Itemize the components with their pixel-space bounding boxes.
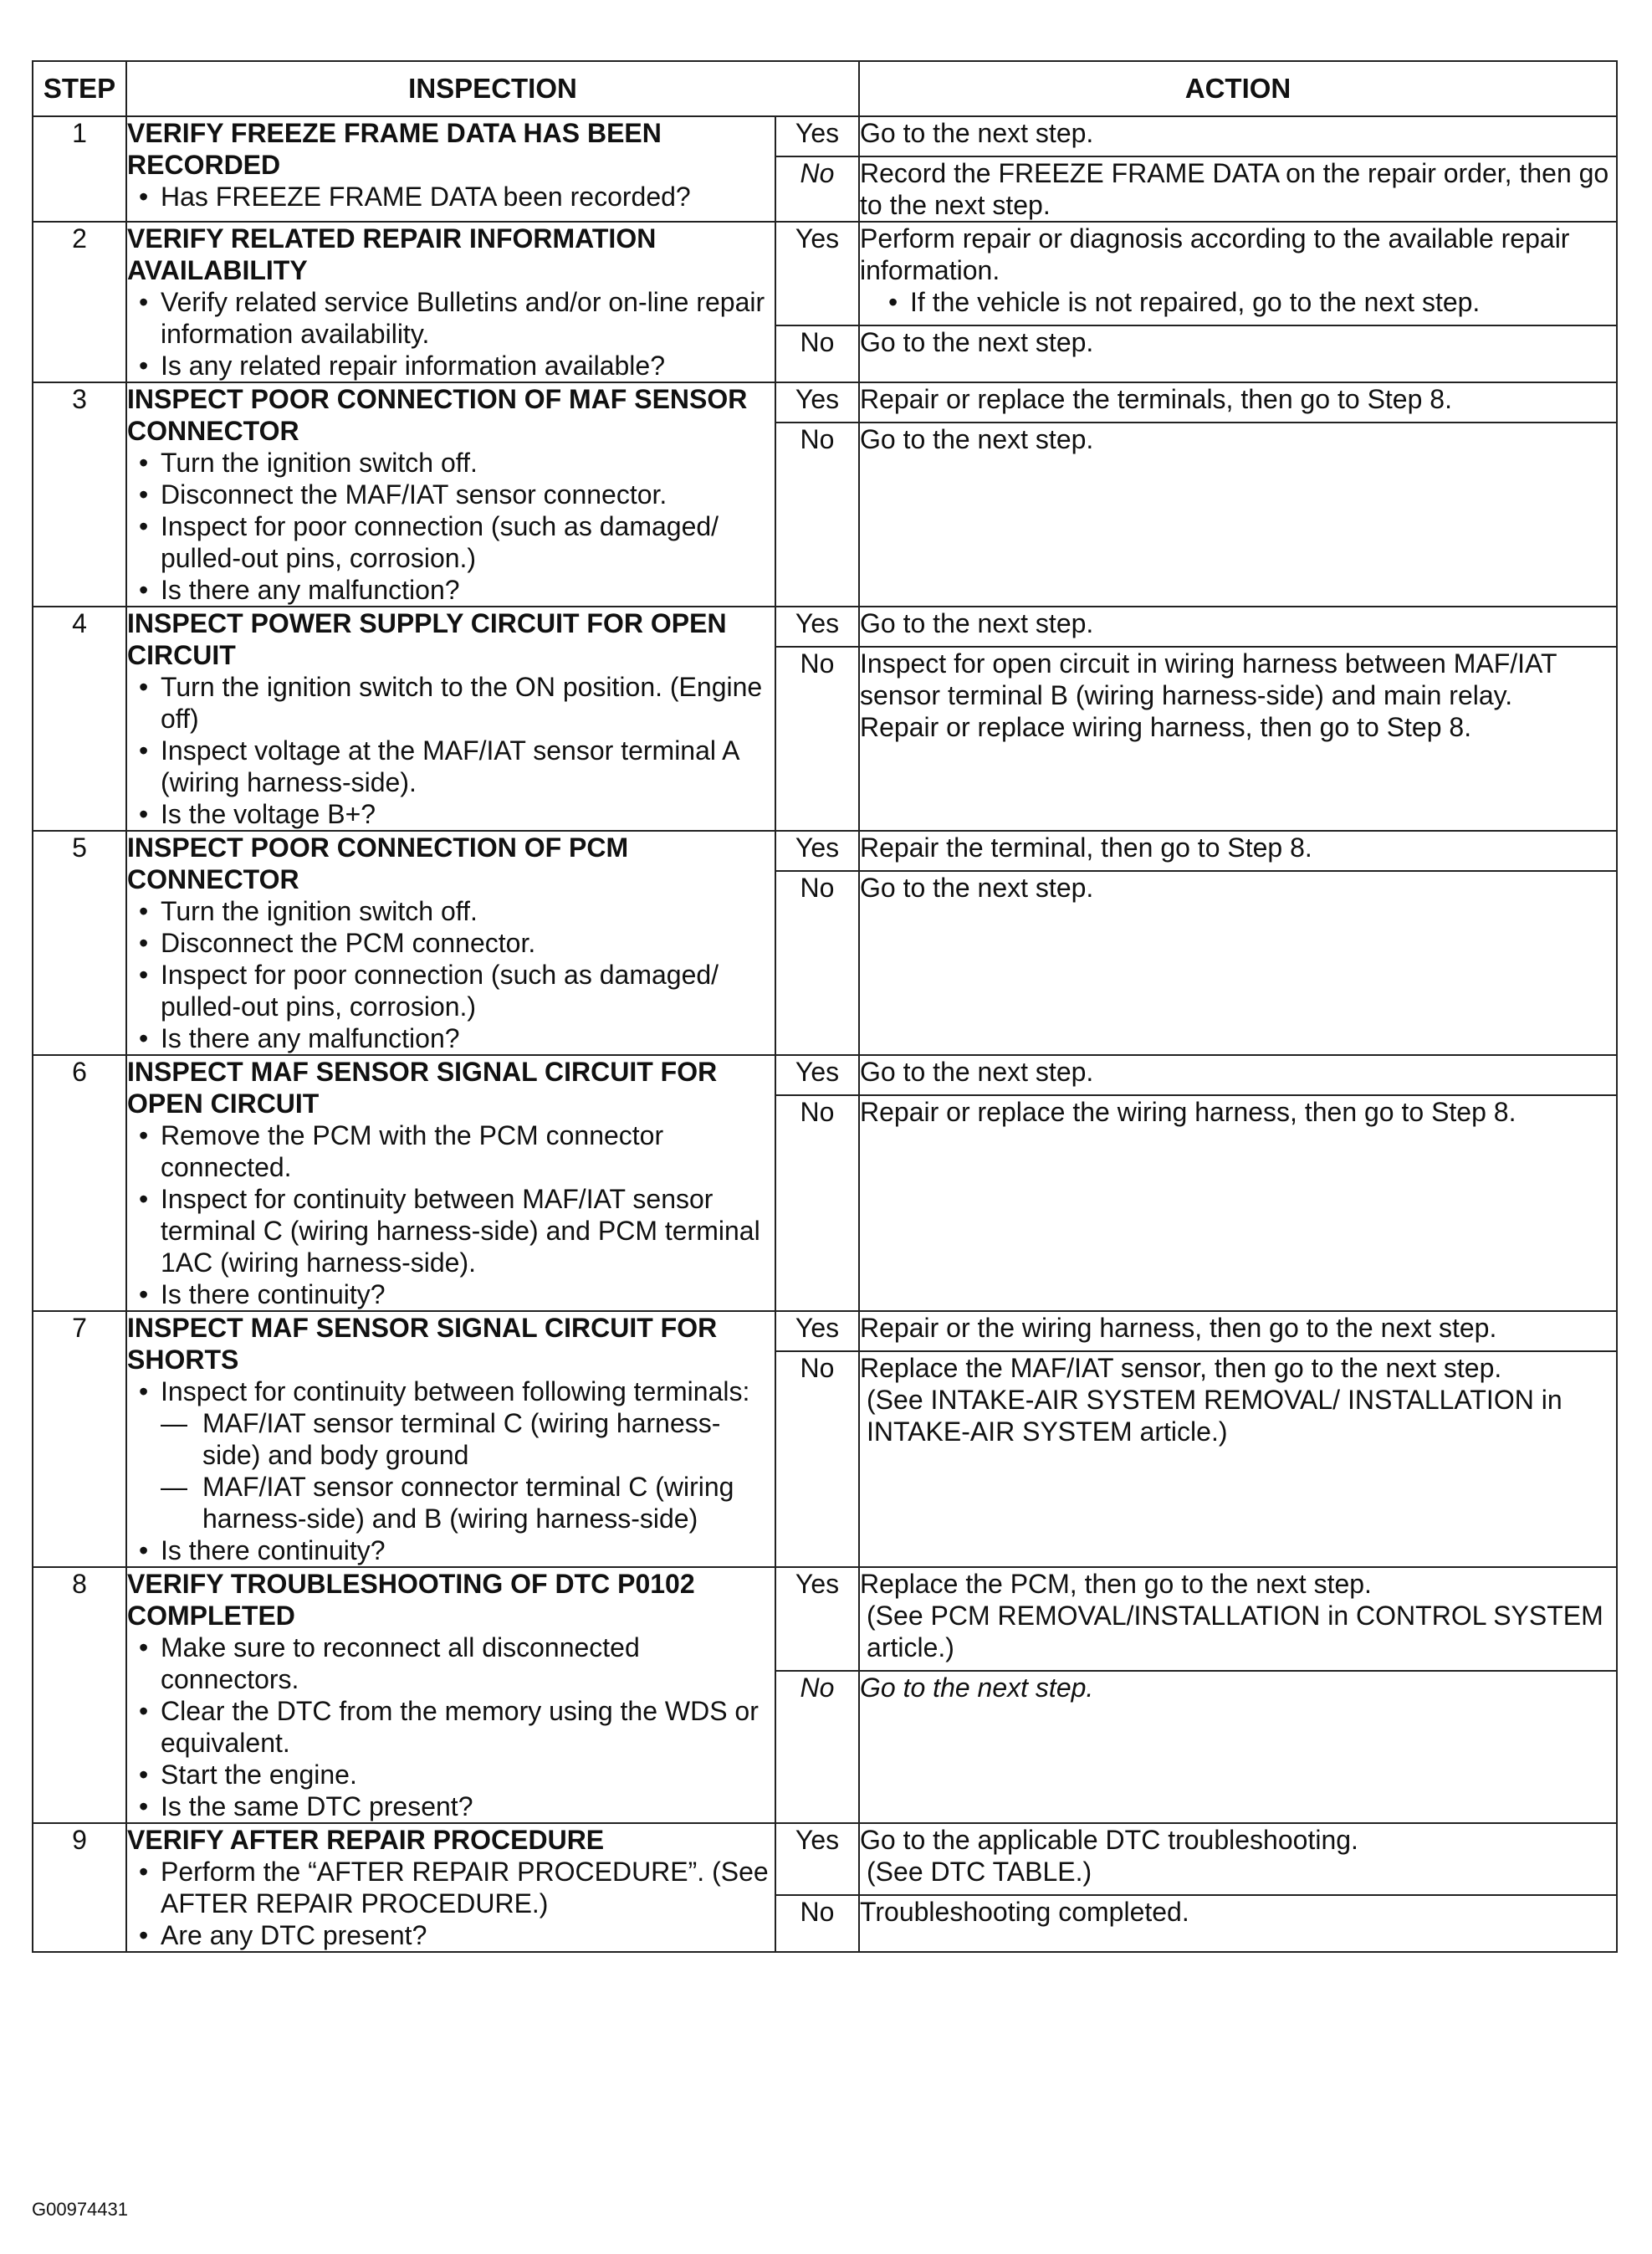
- step-7-yes-row: [33, 1311, 1617, 1351]
- yes-action: Go to the next step.: [859, 116, 1617, 156]
- yes-label: Yes: [775, 1823, 859, 1895]
- yes-label: Yes: [775, 382, 859, 423]
- no-label: No: [775, 423, 859, 607]
- yes-label: Yes: [775, 1055, 859, 1095]
- inspection-list: [127, 181, 775, 213]
- inspection-item: • Is the same DTC present?: [127, 1790, 775, 1822]
- inspection-item: • Inspect for continuity between MAF/IAT sensor terminal C (wiring harness-side) and PCM terminal 1AC (wiring harness-side).: [127, 1183, 775, 1278]
- inspection-item: • Inspect for continuity between following terminals: — MAF/IAT sensor terminal C (wiring harness-side) and body ground — MAF/IAT sensor connector terminal C (wiring harness-side) and B (wiring harness-side): [127, 1375, 775, 1534]
- inspection-item: • Has FREEZE FRAME DATA been recorded?: [127, 181, 775, 213]
- inspection-list: [127, 1856, 775, 1951]
- no-label: No: [775, 871, 859, 1055]
- step-number: 7: [33, 1311, 126, 1567]
- inspection-subitem: — MAF/IAT sensor terminal C (wiring harness-side) and body ground: [161, 1407, 775, 1471]
- no-action: Go to the next step.: [859, 423, 1617, 607]
- inspection-item: • Inspect voltage at the MAF/IAT sensor terminal A (wiring harness-side).: [127, 735, 775, 798]
- figure-id: G00974431: [32, 2199, 128, 2220]
- inspection-subitem: — MAF/IAT sensor connector terminal C (wiring harness-side) and B (wiring harness-side): [161, 1471, 775, 1534]
- inspection-item: • Disconnect the MAF/IAT sensor connector.: [127, 479, 775, 510]
- inspection-item: • Are any DTC present?: [127, 1919, 775, 1951]
- yes-label: Yes: [775, 1311, 859, 1351]
- step-number: 5: [33, 831, 126, 1055]
- no-label: No: [775, 1671, 859, 1823]
- yes-label: Yes: [775, 1567, 859, 1671]
- no-action: Record the FREEZE FRAME DATA on the repair order, then go to the next step.: [859, 156, 1617, 222]
- yes-label: Yes: [775, 116, 859, 156]
- inspection-item: • Turn the ignition switch off.: [127, 895, 775, 927]
- diagnostic-procedure-table: [32, 60, 1618, 1953]
- header-action: ACTION: [859, 61, 1617, 116]
- inspection-item: • Is there any malfunction?: [127, 574, 775, 606]
- step-inspection: [126, 1567, 775, 1823]
- no-action: Go to the next step.: [859, 871, 1617, 1055]
- inspection-item: • Verify related service Bulletins and/or on-line repair information availability.: [127, 286, 775, 350]
- inspection-item: • Inspect for poor connection (such as damaged/ pulled-out pins, corrosion.): [127, 510, 775, 574]
- inspection-item: • Is any related repair information available?: [127, 350, 775, 382]
- step-4-yes-row: [33, 607, 1617, 647]
- yes-action: Perform repair or diagnosis according to the available repair information. • If the vehicle is not repaired, go to the next step.: [859, 222, 1617, 325]
- inspection-list: [127, 671, 775, 830]
- inspection-item: • Inspect for poor connection (such as damaged/ pulled-out pins, corrosion.): [127, 959, 775, 1022]
- inspection-item: • Disconnect the PCM connector.: [127, 927, 775, 959]
- step-inspection: [126, 1311, 775, 1567]
- inspection-item: • Clear the DTC from the memory using the WDS or equivalent.: [127, 1695, 775, 1759]
- step-title: VERIFY TROUBLESHOOTING OF DTC P0102 COMPLETED: [127, 1569, 695, 1631]
- inspection-item: • Turn the ignition switch to the ON position. (Engine off): [127, 671, 775, 735]
- inspection-item: • Make sure to reconnect all disconnected connectors.: [127, 1632, 775, 1695]
- step-inspection: [126, 1055, 775, 1311]
- inspection-list: [127, 286, 775, 382]
- step-2-yes-row: [33, 222, 1617, 325]
- no-label: No: [775, 1095, 859, 1311]
- inspection-list: [127, 447, 775, 606]
- step-inspection: [126, 382, 775, 607]
- inspection-item: • Is the voltage B+?: [127, 798, 775, 830]
- no-action: Go to the next step.: [859, 325, 1617, 382]
- step-5-yes-row: [33, 831, 1617, 871]
- inspection-item: • Perform the “AFTER REPAIR PROCEDURE”. (See AFTER REPAIR PROCEDURE.): [127, 1856, 775, 1919]
- step-8-yes-row: [33, 1567, 1617, 1671]
- header-inspection: INSPECTION: [126, 61, 859, 116]
- inspection-item: • Remove the PCM with the PCM connector connected.: [127, 1119, 775, 1183]
- yes-action: Go to the next step.: [859, 1055, 1617, 1095]
- step-number: 9: [33, 1823, 126, 1952]
- no-label: No: [775, 325, 859, 382]
- step-title: VERIFY FREEZE FRAME DATA HAS BEEN RECORDED: [127, 118, 662, 180]
- no-label: No: [775, 156, 859, 222]
- yes-action: Replace the PCM, then go to the next step. (See PCM REMOVAL/INSTALLATION in CONTROL SYSTEM article.): [859, 1567, 1617, 1671]
- header-step: STEP: [33, 61, 126, 116]
- step-inspection: [126, 831, 775, 1055]
- step-title: INSPECT POWER SUPPLY CIRCUIT FOR OPEN CIRCUIT: [127, 608, 727, 670]
- step-title: INSPECT POOR CONNECTION OF PCM CONNECTOR: [127, 832, 629, 894]
- yes-action: Repair or replace the terminals, then go to Step 8.: [859, 382, 1617, 423]
- step-number: 6: [33, 1055, 126, 1311]
- no-label: No: [775, 1895, 859, 1952]
- no-action: Troubleshooting completed.: [859, 1895, 1617, 1952]
- yes-label: Yes: [775, 607, 859, 647]
- step-number: 8: [33, 1567, 126, 1823]
- yes-action: Repair or the wiring harness, then go to the next step.: [859, 1311, 1617, 1351]
- yes-label: Yes: [775, 222, 859, 325]
- no-action: Repair or replace the wiring harness, then go to Step 8.: [859, 1095, 1617, 1311]
- step-inspection: [126, 222, 775, 382]
- inspection-list: [127, 1632, 775, 1822]
- yes-action: Repair the terminal, then go to Step 8.: [859, 831, 1617, 871]
- step-title: VERIFY AFTER REPAIR PROCEDURE: [127, 1825, 605, 1855]
- step-number: 2: [33, 222, 126, 382]
- step-number: 4: [33, 607, 126, 831]
- step-title: INSPECT POOR CONNECTION OF MAF SENSOR CONNECTOR: [127, 384, 748, 446]
- inspection-list: [127, 1375, 775, 1566]
- no-label: No: [775, 1351, 859, 1567]
- inspection-item: • Is there continuity?: [127, 1534, 775, 1566]
- step-inspection: [126, 116, 775, 222]
- header-row: [33, 61, 1617, 116]
- no-action: Go to the next step.: [859, 1671, 1617, 1823]
- step-title: INSPECT MAF SENSOR SIGNAL CIRCUIT FOR OPEN CIRCUIT: [127, 1057, 718, 1119]
- inspection-list: [127, 895, 775, 1054]
- step-inspection: [126, 607, 775, 831]
- step-number: 3: [33, 382, 126, 607]
- step-9-yes-row: [33, 1823, 1617, 1895]
- no-action: Replace the MAF/IAT sensor, then go to the next step. (See INTAKE-AIR SYSTEM REMOVAL/ INSTALLATION in INTAKE-AIR SYSTEM article.): [859, 1351, 1617, 1567]
- inspection-item: • Is there any malfunction?: [127, 1022, 775, 1054]
- no-action: Inspect for open circuit in wiring harness between MAF/IAT sensor terminal B (wiring harness-side) and main relay. Repair or replace wiring harness, then go to Step 8.: [859, 647, 1617, 831]
- yes-action: Go to the applicable DTC troubleshooting. (See DTC TABLE.): [859, 1823, 1617, 1895]
- inspection-item: • Start the engine.: [127, 1759, 775, 1790]
- step-number: 1: [33, 116, 126, 222]
- step-6-yes-row: [33, 1055, 1617, 1095]
- inspection-list: [127, 1119, 775, 1310]
- step-inspection: [126, 1823, 775, 1952]
- yes-action: Go to the next step.: [859, 607, 1617, 647]
- step-3-yes-row: [33, 382, 1617, 423]
- no-label: No: [775, 647, 859, 831]
- step-title: INSPECT MAF SENSOR SIGNAL CIRCUIT FOR SHORTS: [127, 1313, 718, 1375]
- step-title: VERIFY RELATED REPAIR INFORMATION AVAILABILITY: [127, 223, 657, 285]
- inspection-sublist: [161, 1407, 775, 1534]
- inspection-item: • Turn the ignition switch off.: [127, 447, 775, 479]
- inspection-item: • Is there continuity?: [127, 1278, 775, 1310]
- step-1-yes-row: [33, 116, 1617, 156]
- yes-label: Yes: [775, 831, 859, 871]
